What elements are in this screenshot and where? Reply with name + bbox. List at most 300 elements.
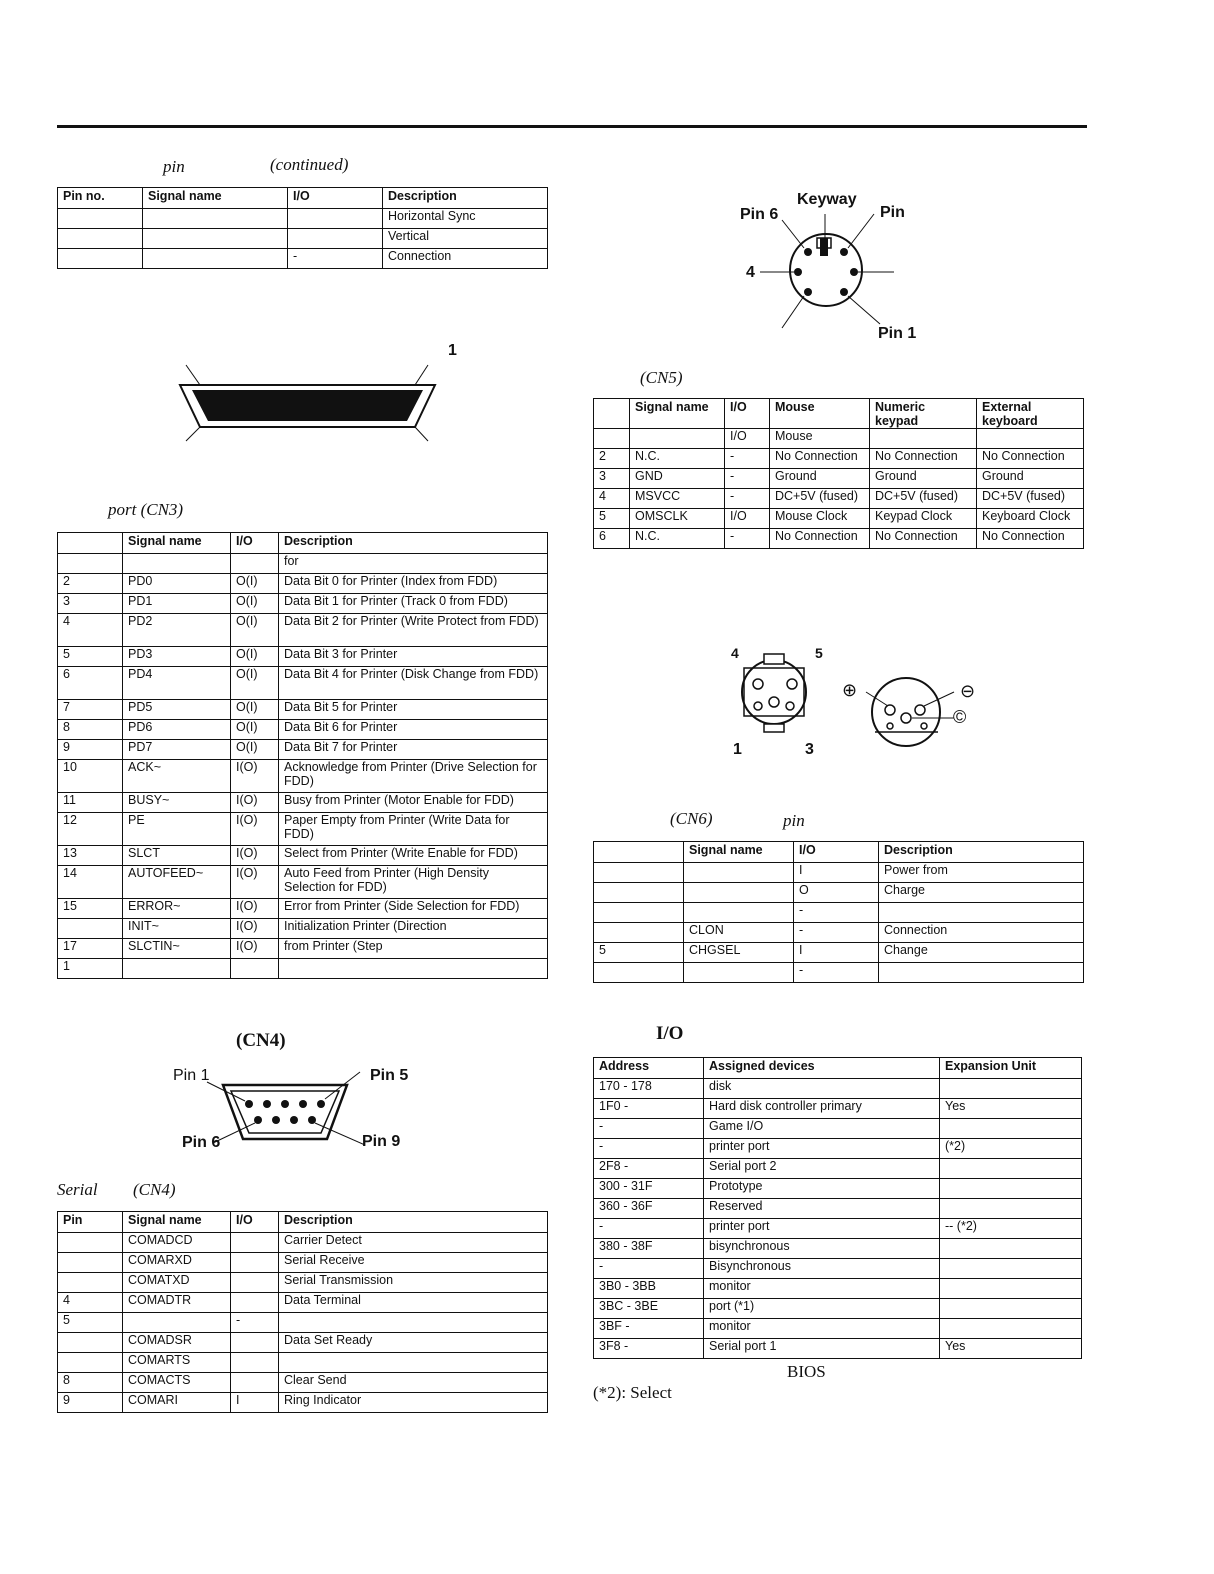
header-cell: Signal name	[684, 842, 794, 863]
table-cell: COMARTS	[123, 1353, 231, 1373]
table-cell	[940, 1179, 1082, 1199]
table-cell	[279, 1353, 548, 1373]
table-cell: INIT~	[123, 919, 231, 939]
dc-caption-1: (CN6)	[670, 809, 713, 828]
table-cell: 5	[594, 943, 684, 963]
table-cell: AUTOFEED~	[123, 866, 231, 899]
io-caption: I/O	[656, 1023, 684, 1044]
parallel-caption: port (CN3)	[108, 500, 184, 519]
table-cell: Data Bit 3 for Printer	[279, 647, 548, 667]
table1-caption-continued: (continued)	[270, 155, 349, 174]
table-cell	[870, 429, 977, 449]
table-row	[58, 793, 548, 813]
table-cell: 5	[594, 509, 630, 529]
dc-pin3-label: 3	[805, 741, 814, 758]
table-cell: I(O)	[231, 919, 279, 939]
table-cell: O(I)	[231, 614, 279, 647]
table-cell: Mouse Clock	[770, 509, 870, 529]
table-cell: Serial port 1	[704, 1339, 940, 1359]
table-cell: Game I/O	[704, 1119, 940, 1139]
table-row	[58, 1393, 548, 1413]
table-cell: -	[725, 529, 770, 549]
header-cell: Signal name	[123, 533, 231, 554]
table-cell: Data Bit 7 for Printer	[279, 740, 548, 760]
table-row	[58, 939, 548, 959]
table-cell: COMATXD	[123, 1273, 231, 1293]
table-cell: Connection	[879, 923, 1084, 943]
table-cell: GND	[630, 469, 725, 489]
header-cell: I/O	[231, 533, 279, 554]
table-cell	[231, 1253, 279, 1273]
table-cell: Serial Receive	[279, 1253, 548, 1273]
table-video-pins	[57, 187, 548, 269]
table-cell: monitor	[704, 1319, 940, 1339]
table-cell: PD1	[123, 594, 231, 614]
table-cell	[123, 554, 231, 574]
table-cell: I(O)	[231, 760, 279, 793]
table-cell: 7	[58, 700, 123, 720]
table-cell: O(I)	[231, 647, 279, 667]
header-cell: I/O	[725, 399, 770, 429]
table-row	[58, 760, 548, 793]
table-cell: 300 - 31F	[594, 1179, 704, 1199]
table-row	[58, 1313, 548, 1333]
table-cell: SLCT	[123, 846, 231, 866]
table-cell: 12	[58, 813, 123, 846]
table-cell	[684, 883, 794, 903]
parallel-connector-diagram	[170, 345, 470, 445]
table-cell	[594, 963, 684, 983]
table-cell: -	[594, 1259, 704, 1279]
table-row	[594, 1259, 1082, 1279]
table-row	[594, 1139, 1082, 1159]
table-cell: from Printer (Step	[279, 939, 548, 959]
table-cell: Change	[879, 943, 1084, 963]
table-cell: Serial Transmission	[279, 1273, 548, 1293]
table-cell: O(I)	[231, 574, 279, 594]
table-cell	[879, 903, 1084, 923]
header-cell: Description	[279, 1212, 548, 1233]
table-cell: 3F8 -	[594, 1339, 704, 1359]
table-cell	[231, 959, 279, 979]
top-rule	[57, 125, 1087, 128]
header-cell: Address	[594, 1058, 704, 1079]
table-row	[58, 1373, 548, 1393]
table-cell	[630, 429, 725, 449]
table-cell: PD2	[123, 614, 231, 647]
table-cell: -	[794, 903, 879, 923]
table-row	[58, 229, 548, 249]
table-cell: Keypad Clock	[870, 509, 977, 529]
table-cell: I(O)	[231, 813, 279, 846]
table-cell: 4	[594, 489, 630, 509]
table-cell: Yes	[940, 1099, 1082, 1119]
table-cell: 4	[58, 1293, 123, 1313]
ps2-keyway-label: Keyway	[797, 191, 857, 208]
table-cell: No Connection	[870, 529, 977, 549]
table-cell: 3	[594, 469, 630, 489]
table-row	[58, 740, 548, 760]
table-row	[594, 449, 1084, 469]
header-cell: Signal name	[143, 188, 288, 209]
table-row	[594, 1079, 1082, 1099]
table-cell: 2F8 -	[594, 1159, 704, 1179]
table-cell: -	[725, 469, 770, 489]
table-cell: 1F0 -	[594, 1099, 704, 1119]
table-cell: I	[794, 943, 879, 963]
table-cell: port (*1)	[704, 1299, 940, 1319]
table-cell: No Connection	[770, 449, 870, 469]
table-cell	[977, 429, 1084, 449]
table1-caption-pin: pin	[163, 157, 185, 176]
table-row	[58, 1353, 548, 1373]
table-cell: 4	[58, 614, 123, 647]
table-cell	[940, 1119, 1082, 1139]
table-cell: Ground	[870, 469, 977, 489]
connector-face	[192, 390, 423, 421]
table-cell: CLON	[684, 923, 794, 943]
header-cell: Pin	[58, 1212, 123, 1233]
table-row	[58, 594, 548, 614]
table-cell: No Connection	[870, 449, 977, 469]
table-cell	[288, 229, 383, 249]
table-row	[58, 1293, 548, 1313]
table-cell: CHGSEL	[684, 943, 794, 963]
table-cell: Ground	[770, 469, 870, 489]
table-cell: O(I)	[231, 700, 279, 720]
table-cell: printer port	[704, 1139, 940, 1159]
table-row	[58, 574, 548, 594]
table-cell: O(I)	[231, 740, 279, 760]
table-cell	[684, 903, 794, 923]
table-cell: DC+5V (fused)	[770, 489, 870, 509]
table-cell: Mouse	[770, 429, 870, 449]
table-cell: -	[594, 1119, 704, 1139]
table-cell	[940, 1079, 1082, 1099]
table-cell	[58, 1253, 123, 1273]
table-cell: Bisynchronous	[704, 1259, 940, 1279]
table-cell: 8	[58, 1373, 123, 1393]
table-cell: 8	[58, 720, 123, 740]
header-cell: External keyboard	[977, 399, 1084, 429]
table-cell	[594, 883, 684, 903]
table-cell: Keyboard Clock	[977, 509, 1084, 529]
dc-caption-2: pin	[783, 811, 805, 830]
table-cell: No Connection	[977, 529, 1084, 549]
table-row	[58, 1253, 548, 1273]
table-row	[594, 1219, 1082, 1239]
table-cell: 15	[58, 899, 123, 919]
table-row	[594, 1159, 1082, 1179]
table-cell: -- (*2)	[940, 1219, 1082, 1239]
table-row	[58, 720, 548, 740]
table-cell: Power from	[879, 863, 1084, 883]
table-cell: (*2)	[940, 1139, 1082, 1159]
table-cell: -	[594, 1219, 704, 1239]
table-cell: 6	[58, 667, 123, 700]
table-parallel-cn3	[57, 532, 548, 979]
table-cell: PD6	[123, 720, 231, 740]
table-cell	[58, 1333, 123, 1353]
table-row	[58, 899, 548, 919]
table-cell	[594, 903, 684, 923]
table-cell	[231, 1353, 279, 1373]
table-cell: 2	[58, 574, 123, 594]
table-cell: No Connection	[977, 449, 1084, 469]
header-cell: Signal name	[123, 1212, 231, 1233]
header-cell: Description	[279, 533, 548, 554]
table-cell: 360 - 36F	[594, 1199, 704, 1219]
table-cell: Auto Feed from Printer (High Density Selection for FDD)	[279, 866, 548, 899]
table-cell: I	[231, 1393, 279, 1413]
table-cell: 170 - 178	[594, 1079, 704, 1099]
table-cell: ACK~	[123, 760, 231, 793]
plus-icon: ⊕	[842, 680, 858, 700]
table-cell: Data Bit 6 for Printer	[279, 720, 548, 740]
table-cell	[684, 963, 794, 983]
table-cell	[143, 209, 288, 229]
table-cell: Prototype	[704, 1179, 940, 1199]
table-cell: Serial port 2	[704, 1159, 940, 1179]
table-cell: 5	[58, 647, 123, 667]
ps2-caption: (CN5)	[640, 368, 683, 387]
table-cell: DC+5V (fused)	[977, 489, 1084, 509]
table-cell: No Connection	[770, 529, 870, 549]
table-cell	[231, 1373, 279, 1393]
ps2-pin1-label: Pin 1	[878, 325, 917, 342]
table-cell	[231, 1273, 279, 1293]
table-cell: O	[794, 883, 879, 903]
serial-caption-1: Serial	[57, 1180, 98, 1199]
table-cell: Data Bit 5 for Printer	[279, 700, 548, 720]
header-cell: Description	[383, 188, 548, 209]
table-cell	[940, 1259, 1082, 1279]
table-cell	[940, 1199, 1082, 1219]
table-row	[58, 1273, 548, 1293]
header-cell: Assigned devices	[704, 1058, 940, 1079]
table-cell: 11	[58, 793, 123, 813]
table-cell	[684, 863, 794, 883]
table-cell: Ring Indicator	[279, 1393, 548, 1413]
table-cell: 13	[58, 846, 123, 866]
table-cell: Acknowledge from Printer (Drive Selection for FDD)	[279, 760, 548, 793]
table-cell: 17	[58, 939, 123, 959]
ps2-4-label: 4	[746, 264, 755, 281]
table-cell: 3	[58, 594, 123, 614]
table-cell: PD0	[123, 574, 231, 594]
table-row	[58, 614, 548, 647]
table-cell: -	[725, 449, 770, 469]
table-cell	[123, 1313, 231, 1333]
table-cell: 5	[58, 1313, 123, 1333]
table-row	[594, 1099, 1082, 1119]
table-cell: Data Set Ready	[279, 1333, 548, 1353]
table-cell: 380 - 38F	[594, 1239, 704, 1259]
serial-caption-2: (CN4)	[133, 1180, 176, 1199]
table-cell: -	[594, 1139, 704, 1159]
table-cell	[940, 1279, 1082, 1299]
table-cell: Data Bit 2 for Printer (Write Protect from FDD)	[279, 614, 548, 647]
table-row	[58, 667, 548, 700]
table-cell: I/O	[725, 509, 770, 529]
table-row	[594, 1179, 1082, 1199]
table-cell: I(O)	[231, 899, 279, 919]
table-cell	[940, 1319, 1082, 1339]
table-cell: O(I)	[231, 667, 279, 700]
dc-pin4-label: 4	[731, 645, 739, 661]
table-cell	[288, 209, 383, 229]
table-cell	[940, 1239, 1082, 1259]
table-row	[58, 846, 548, 866]
table-row	[58, 700, 548, 720]
table-cell: 6	[594, 529, 630, 549]
serial-pin1-label: Pin 1	[173, 1067, 210, 1084]
table-cell: I(O)	[231, 939, 279, 959]
table-row	[58, 1233, 548, 1253]
minus-icon: ⊖	[960, 681, 976, 701]
table-cell: PD3	[123, 647, 231, 667]
header-cell	[594, 842, 684, 863]
table-row	[58, 959, 548, 979]
table-row	[594, 1319, 1082, 1339]
table-cell: PE	[123, 813, 231, 846]
table-row	[594, 489, 1084, 509]
table-row	[594, 883, 1084, 903]
serial-pin9-label: Pin 9	[362, 1133, 401, 1150]
table-cell	[231, 1333, 279, 1353]
table-cell: 10	[58, 760, 123, 793]
table-row	[594, 509, 1084, 529]
table-cell: Data Bit 1 for Printer (Track 0 from FDD)	[279, 594, 548, 614]
serial-connector-diagram	[215, 1077, 355, 1147]
table-cell	[940, 1299, 1082, 1319]
table-cell: Data Bit 0 for Printer (Index from FDD)	[279, 574, 548, 594]
table-cell: COMARXD	[123, 1253, 231, 1273]
header-cell: Mouse	[770, 399, 870, 429]
table-cell: 9	[58, 740, 123, 760]
table-cell: Reserved	[704, 1199, 940, 1219]
table-cell	[58, 919, 123, 939]
table-cell: COMACTS	[123, 1373, 231, 1393]
table-cell: 14	[58, 866, 123, 899]
table-cell	[58, 1233, 123, 1253]
table-cell: N.C.	[630, 529, 725, 549]
table-cell: Busy from Printer (Motor Enable for FDD)	[279, 793, 548, 813]
table-cell: BUSY~	[123, 793, 231, 813]
table-cell: for	[279, 554, 548, 574]
table-cell: PD7	[123, 740, 231, 760]
header-cell	[594, 399, 630, 429]
table-cell: Yes	[940, 1339, 1082, 1359]
table-cell: Vertical	[383, 229, 548, 249]
table-cell: 2	[594, 449, 630, 469]
table-cell: I/O	[725, 429, 770, 449]
table-cell: I(O)	[231, 846, 279, 866]
table-cell	[58, 1273, 123, 1293]
table-cell: Carrier Detect	[279, 1233, 548, 1253]
header-cell: I/O	[794, 842, 879, 863]
table-row	[594, 1299, 1082, 1319]
dc-pin1-label: 1	[733, 741, 742, 758]
table-row	[594, 963, 1084, 983]
table-row	[58, 554, 548, 574]
table-cell: COMADCD	[123, 1233, 231, 1253]
table-row	[58, 1333, 548, 1353]
table-cell: O(I)	[231, 720, 279, 740]
table-io-map	[593, 1057, 1082, 1359]
table-row	[594, 429, 1084, 449]
table-cell: COMADSR	[123, 1333, 231, 1353]
table-cell	[143, 249, 288, 269]
table-cell: -	[794, 963, 879, 983]
table-row	[58, 249, 548, 269]
table-row	[58, 866, 548, 899]
table-cell: Paper Empty from Printer (Write Data for FDD)	[279, 813, 548, 846]
table-row	[58, 919, 548, 939]
table-cell: Horizontal Sync	[383, 209, 548, 229]
table-cell: SLCTIN~	[123, 939, 231, 959]
table-cell: I(O)	[231, 866, 279, 899]
table-row	[58, 209, 548, 229]
table-row	[58, 813, 548, 846]
table-cell	[123, 959, 231, 979]
table-row	[594, 1199, 1082, 1219]
table-cell	[58, 209, 143, 229]
table-cell	[58, 1353, 123, 1373]
table-row	[594, 943, 1084, 963]
table-cell: N.C.	[630, 449, 725, 469]
table-cell: OMSCLK	[630, 509, 725, 529]
bios-note: BIOS	[787, 1362, 826, 1381]
table-row	[594, 1339, 1082, 1359]
table-cell: -	[794, 923, 879, 943]
table-cell: PD5	[123, 700, 231, 720]
table-cell: I	[794, 863, 879, 883]
table-cell	[143, 229, 288, 249]
table-row	[594, 923, 1084, 943]
table-cell	[58, 554, 123, 574]
table-ps2-cn5	[593, 398, 1084, 549]
header-cell: Signal name	[630, 399, 725, 429]
table-cell	[58, 249, 143, 269]
dc-pin5-label: 5	[815, 645, 823, 661]
header-cell	[58, 533, 123, 554]
table-cell	[940, 1159, 1082, 1179]
table-row	[594, 903, 1084, 923]
table-cell: 3BC - 3BE	[594, 1299, 704, 1319]
table-cell	[594, 923, 684, 943]
table-cell: disk	[704, 1079, 940, 1099]
table-cell: O(I)	[231, 594, 279, 614]
table-cell: -	[288, 249, 383, 269]
table-cell	[594, 863, 684, 883]
table-cell: Select from Printer (Write Enable for FDD)	[279, 846, 548, 866]
table-cell: Clear Send	[279, 1373, 548, 1393]
table-cell: Connection	[383, 249, 548, 269]
table-cell: Error from Printer (Side Selection for FDD)	[279, 899, 548, 919]
table-cell: ERROR~	[123, 899, 231, 919]
table-cell: bisynchronous	[704, 1239, 940, 1259]
table-cell: COMADTR	[123, 1293, 231, 1313]
table-row	[594, 1279, 1082, 1299]
table-cell: Ground	[977, 469, 1084, 489]
table-row	[594, 1239, 1082, 1259]
table-cell: Hard disk controller primary	[704, 1099, 940, 1119]
c-icon: ©	[953, 707, 967, 727]
table-row	[594, 863, 1084, 883]
table-cell: DC+5V (fused)	[870, 489, 977, 509]
parallel-pin1-label: 1	[448, 342, 457, 359]
